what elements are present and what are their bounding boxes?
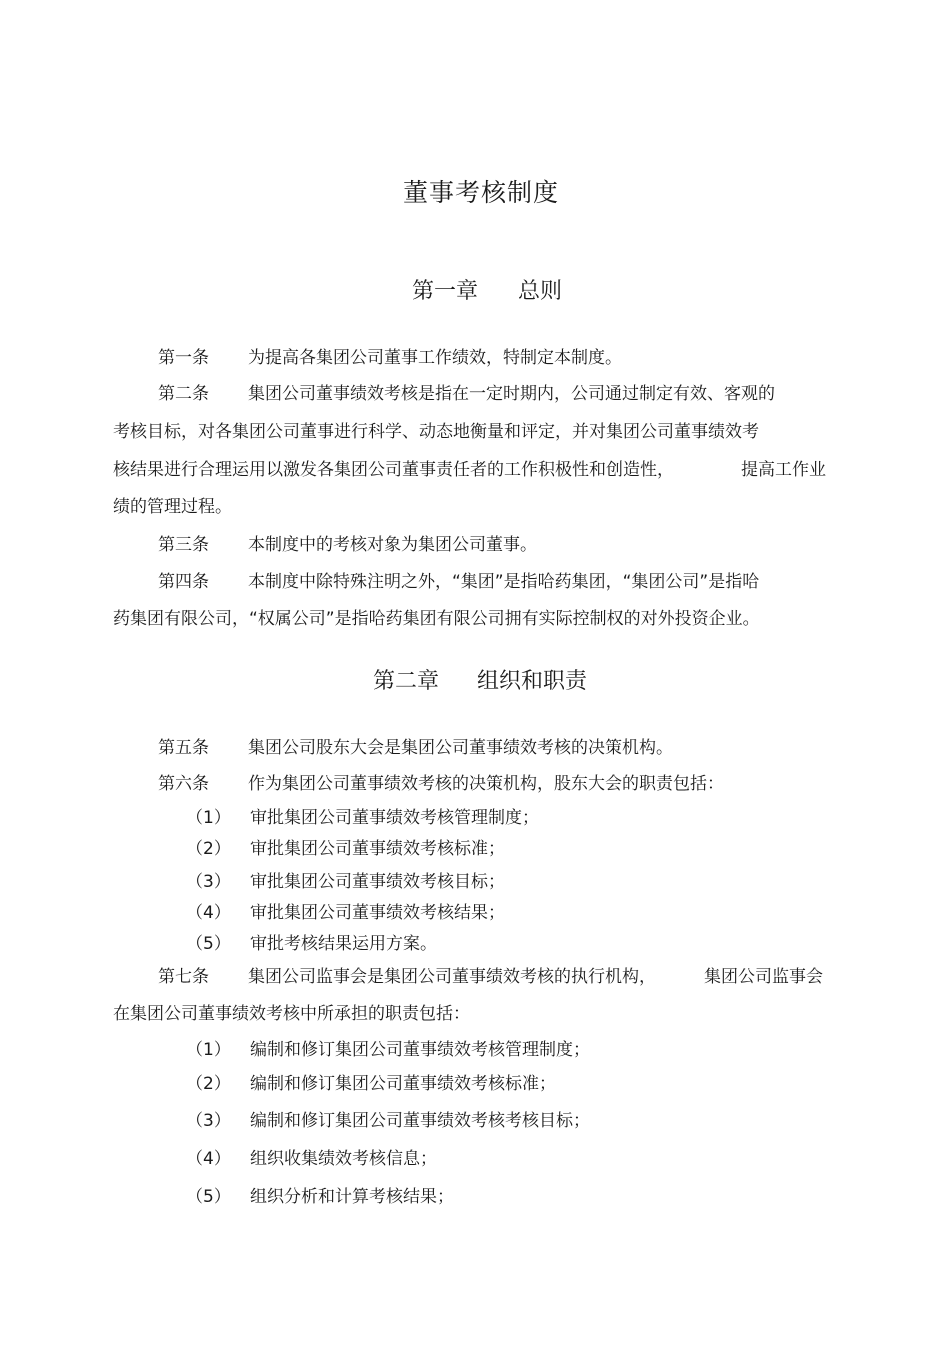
article-6-label: 第六条: [158, 774, 209, 794]
article-3-text: 本制度中的考核对象为集团公司董事。: [248, 535, 537, 555]
article-7-label: 第七条: [158, 967, 209, 987]
article-2-label: 第二条: [158, 384, 209, 404]
article-7-item-5-text: 组织分析和计算考核结果；: [250, 1187, 454, 1207]
article-2-line-4: 绩的管理过程。: [113, 497, 232, 517]
article-7-line-1b: 集团公司监事会: [704, 967, 823, 987]
article-4-label: 第四条: [158, 572, 209, 592]
chapter-2-heading: [373, 664, 587, 695]
article-6-item-1-number: （1）: [186, 808, 231, 828]
article-7-item-2-text: 编制和修订集团公司董事绩效考核标准；: [250, 1074, 556, 1094]
chapter-2-name: 组织和职责: [477, 669, 588, 694]
article-7-item-1-text: 编制和修订集团公司董事绩效考核管理制度；: [250, 1040, 590, 1060]
chapter-1-number: 第一章: [412, 279, 479, 304]
article-3-label: 第三条: [158, 535, 209, 555]
article-7-item-2-number: （2）: [186, 1074, 231, 1094]
article-4-line-1: 本制度中除特殊注明之外，“集团”是指哈药集团，“集团公司”是指哈: [248, 572, 760, 592]
article-7-item-4-number: （4）: [186, 1149, 231, 1169]
article-6-item-3-number: （3）: [186, 872, 231, 892]
article-4-line-2: 药集团有限公司，“权属公司”是指哈药集团有限公司拥有实际控制权的对外投资企业。: [113, 609, 760, 629]
article-7-item-3-number: （3）: [186, 1111, 231, 1131]
article-2-line-2: 考核目标，对各集团公司董事进行科学、动态地衡量和评定，并对集团公司董事绩效考: [113, 422, 759, 442]
article-1-label: 第一条: [158, 348, 209, 368]
article-2-line-1: 集团公司董事绩效考核是指在一定时期内，公司通过制定有效、客观的: [248, 384, 775, 404]
article-6-text: 作为集团公司董事绩效考核的决策机构，股东大会的职责包括：: [248, 774, 724, 794]
document-title: 董事考核制度: [403, 178, 560, 207]
article-1-text: 为提高各集团公司董事工作绩效，特制定本制度。: [248, 348, 622, 368]
chapter-2-number: 第二章: [373, 669, 440, 694]
article-2-line-3b: 提高工作业: [741, 460, 826, 480]
article-7-item-1-number: （1）: [186, 1040, 231, 1060]
chapter-1-heading: [412, 274, 562, 305]
chapter-1-name: 总则: [518, 279, 563, 304]
article-6-item-2-number: （2）: [186, 839, 231, 859]
article-6-item-5-text: 审批考核结果运用方案。: [250, 934, 437, 954]
article-6-item-2-text: 审批集团公司董事绩效考核标准；: [250, 839, 505, 859]
article-6-item-3-text: 审批集团公司董事绩效考核目标；: [250, 872, 505, 892]
article-6-item-5-number: （5）: [186, 934, 231, 954]
article-7-item-5-number: （5）: [186, 1187, 231, 1207]
article-5-label: 第五条: [158, 738, 209, 758]
article-5-text: 集团公司股东大会是集团公司董事绩效考核的决策机构。: [248, 738, 673, 758]
article-7-line-2: 在集团公司董事绩效考核中所承担的职责包括：: [113, 1004, 470, 1024]
article-7-item-4-text: 组织收集绩效考核信息；: [250, 1149, 437, 1169]
article-6-item-1-text: 审批集团公司董事绩效考核管理制度；: [250, 808, 539, 828]
article-2-line-3a: 核结果进行合理运用以激发各集团公司董事责任者的工作积极性和创造性，: [113, 460, 674, 480]
article-7-line-1a: 集团公司监事会是集团公司董事绩效考核的执行机构，: [248, 967, 656, 987]
article-7-item-3-text: 编制和修订集团公司董事绩效考核考核目标；: [250, 1111, 590, 1131]
article-6-item-4-text: 审批集团公司董事绩效考核结果；: [250, 903, 505, 923]
article-6-item-4-number: （4）: [186, 903, 231, 923]
